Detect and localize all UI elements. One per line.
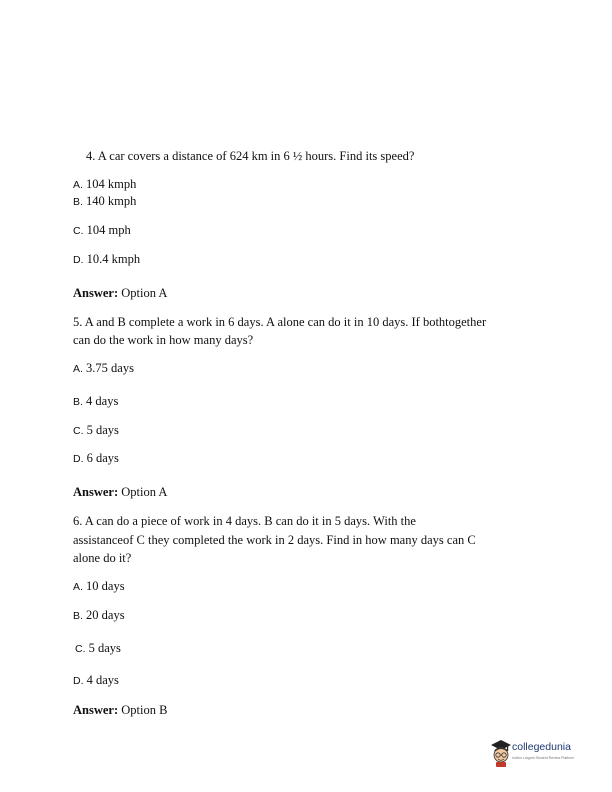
option-text: 6 days	[86, 451, 119, 465]
option-text: 3.75 days	[86, 361, 134, 375]
option-letter: D.	[73, 675, 84, 687]
question-5-option-d	[73, 450, 119, 468]
logo-wordmark: collegedunia	[512, 741, 571, 753]
option-letter: A.	[73, 179, 83, 191]
question-6-option-a	[73, 578, 125, 596]
collegedunia-logo	[490, 738, 590, 770]
question-6-text-line-1: 6. A can do a piece of work in 4 days. B can do it in 5 days. With the	[73, 514, 416, 528]
question-4-option-b	[73, 193, 136, 211]
question-4-option-a	[73, 176, 136, 194]
option-text: 5 days	[88, 641, 121, 655]
question-5-option-c	[73, 422, 119, 440]
graduate-mascot-icon	[490, 738, 512, 768]
option-letter: C.	[73, 225, 84, 237]
question-6-option-d	[73, 672, 119, 690]
question-4-option-c	[73, 222, 131, 240]
question-4-option-d	[73, 251, 140, 269]
option-letter: C.	[75, 643, 86, 655]
option-letter: B.	[73, 396, 83, 408]
question-5-option-a	[73, 360, 134, 378]
answer-label: Answer:	[73, 286, 119, 300]
option-text: 10 days	[86, 579, 125, 593]
question-6-option-c	[75, 640, 121, 658]
option-letter: A.	[73, 581, 83, 593]
option-letter: B.	[73, 610, 83, 622]
option-letter: C.	[73, 425, 84, 437]
option-text: 20 days	[86, 608, 125, 622]
option-text: 140 kmph	[86, 194, 137, 208]
option-text: 104 kmph	[86, 177, 137, 191]
question-5-text-line-1: 5. A and B complete a work in 6 days. A alone can do it in 10 days. If bothtogether	[73, 315, 487, 329]
question-5-option-b	[73, 393, 118, 411]
option-letter: D.	[73, 254, 84, 266]
option-text: 10.4 kmph	[86, 252, 141, 266]
question-4-text: 4. A car covers a distance of 624 km in 6 ½ hours. Find its speed?	[86, 149, 415, 163]
question-5-text-line-2: can do the work in how many days?	[73, 333, 254, 347]
question-6-text-line-3: alone do it?	[73, 551, 132, 565]
option-text: 4 days	[86, 394, 119, 408]
option-letter: A.	[73, 363, 83, 375]
answer-label: Answer:	[73, 703, 119, 717]
question-6-answer	[73, 702, 167, 719]
question-4-answer	[73, 285, 167, 302]
question-6-option-b	[73, 607, 125, 625]
option-letter: D.	[73, 453, 84, 465]
option-letter: B.	[73, 196, 83, 208]
logo-tagline: India's Largest Student Review Platform	[512, 756, 575, 760]
answer-value: Option B	[121, 703, 168, 717]
question-6-text-line-2: assistanceof C they completed the work in 2 days. Find in how many days can C	[73, 533, 476, 547]
option-text: 5 days	[86, 423, 119, 437]
option-text: 4 days	[86, 673, 119, 687]
answer-value: Option A	[121, 286, 168, 300]
answer-label: Answer:	[73, 485, 119, 499]
option-text: 104 mph	[86, 223, 131, 237]
answer-value: Option A	[121, 485, 168, 499]
question-5-answer	[73, 484, 167, 501]
